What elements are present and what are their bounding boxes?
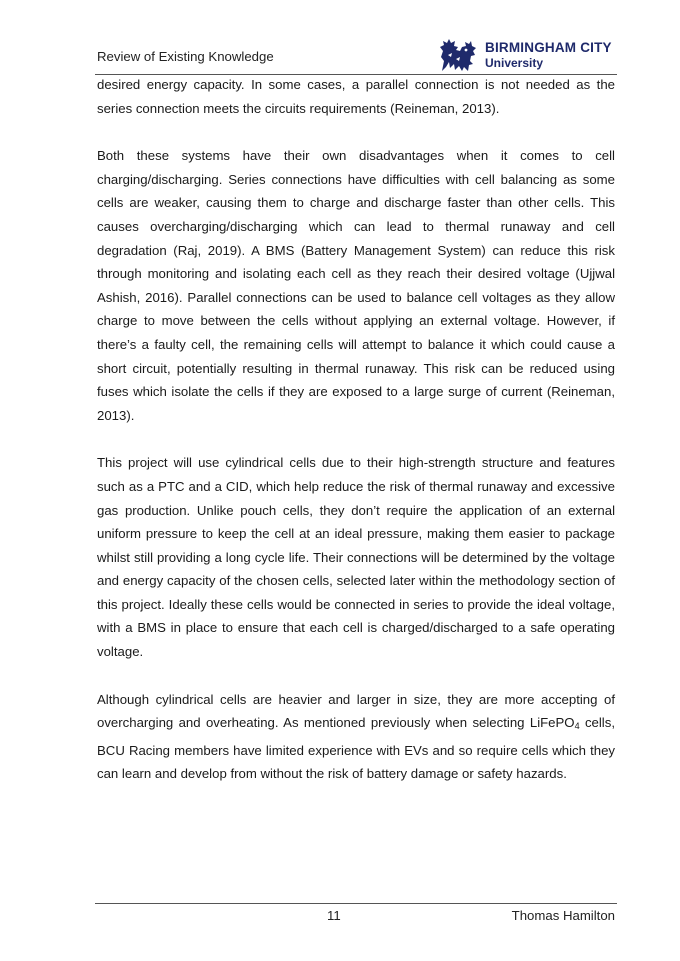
page-number: 11 bbox=[327, 908, 341, 923]
header-section-title: Review of Existing Knowledge bbox=[97, 49, 274, 64]
paragraph: Both these systems have their own disadvantages when it comes to cell charging/discharging. Series connections have difficulties with cell balancing as some cells are weaker, causing them to charge and discharge faster than other cells. This causes overcharging/discharging which can lead to thermal runaway and cell degradation (Raj, 2019). A BMS (Battery Management System) can reduce this risk through monitoring and isolating each cell as they reach their desired voltage (Ujjwal Ashish, 2016). Parallel connections can be used to balance cell voltages as they allow charge to move between the cells without applying an external voltage. However, if there’s a faulty cell, the remaining cells will attempt to balance it which could cause a short circuit, potentially resulting in thermal runaway. This risk can be reduced using fuses which isolate the cells if they are exposed to a large surge of current (Reineman, 2013). bbox=[97, 148, 615, 423]
paragraph-text: cells, BCU Racing members have limited experience with EVs and so require cells which they can learn and develop from without the risk of battery damage or safety hazards. bbox=[97, 715, 615, 782]
chemical-formula bbox=[530, 715, 580, 730]
author-name: Thomas Hamilton bbox=[511, 908, 615, 923]
paragraph-text: Although cylindrical cells are heavier and larger in size, they are more accepting of overcharging and overheating. As mentioned previously when selecting bbox=[97, 691, 615, 731]
logo-name: BIRMINGHAM CITY bbox=[485, 40, 612, 55]
university-logo bbox=[438, 37, 620, 73]
logo-subtitle: University bbox=[485, 56, 544, 70]
paragraph bbox=[97, 688, 615, 786]
paragraph: This project will use cylindrical cells due to their high-strength structure and features such as a PTC and a CID, which help reduce the risk of thermal runaway and excessive gas production. Unlike pouch cells, they don’t require the application of an external uniform pressure to keep the cell at an ideal pressure, making them easier to package whilst still providing a long cycle life. Their connections will be determined by the voltage and energy capacity of the chosen cells, selected later within the methodology section of this project. Ideally these cells would be connected in series to provide the ideal voltage, with a BMS in place to ensure that each cell is charged/discharged to a safe operating voltage. bbox=[97, 455, 615, 660]
formula-subscript: 4 bbox=[574, 721, 580, 732]
document-body bbox=[97, 73, 615, 810]
footer-divider bbox=[95, 903, 617, 904]
paragraph: desired energy capacity. In some cases, a parallel connection is not needed as the series connection meets the circuits requirements (Reineman, 2013). bbox=[97, 77, 615, 116]
lion-crest-icon bbox=[438, 37, 478, 73]
formula-main: LiFePO bbox=[529, 715, 575, 731]
